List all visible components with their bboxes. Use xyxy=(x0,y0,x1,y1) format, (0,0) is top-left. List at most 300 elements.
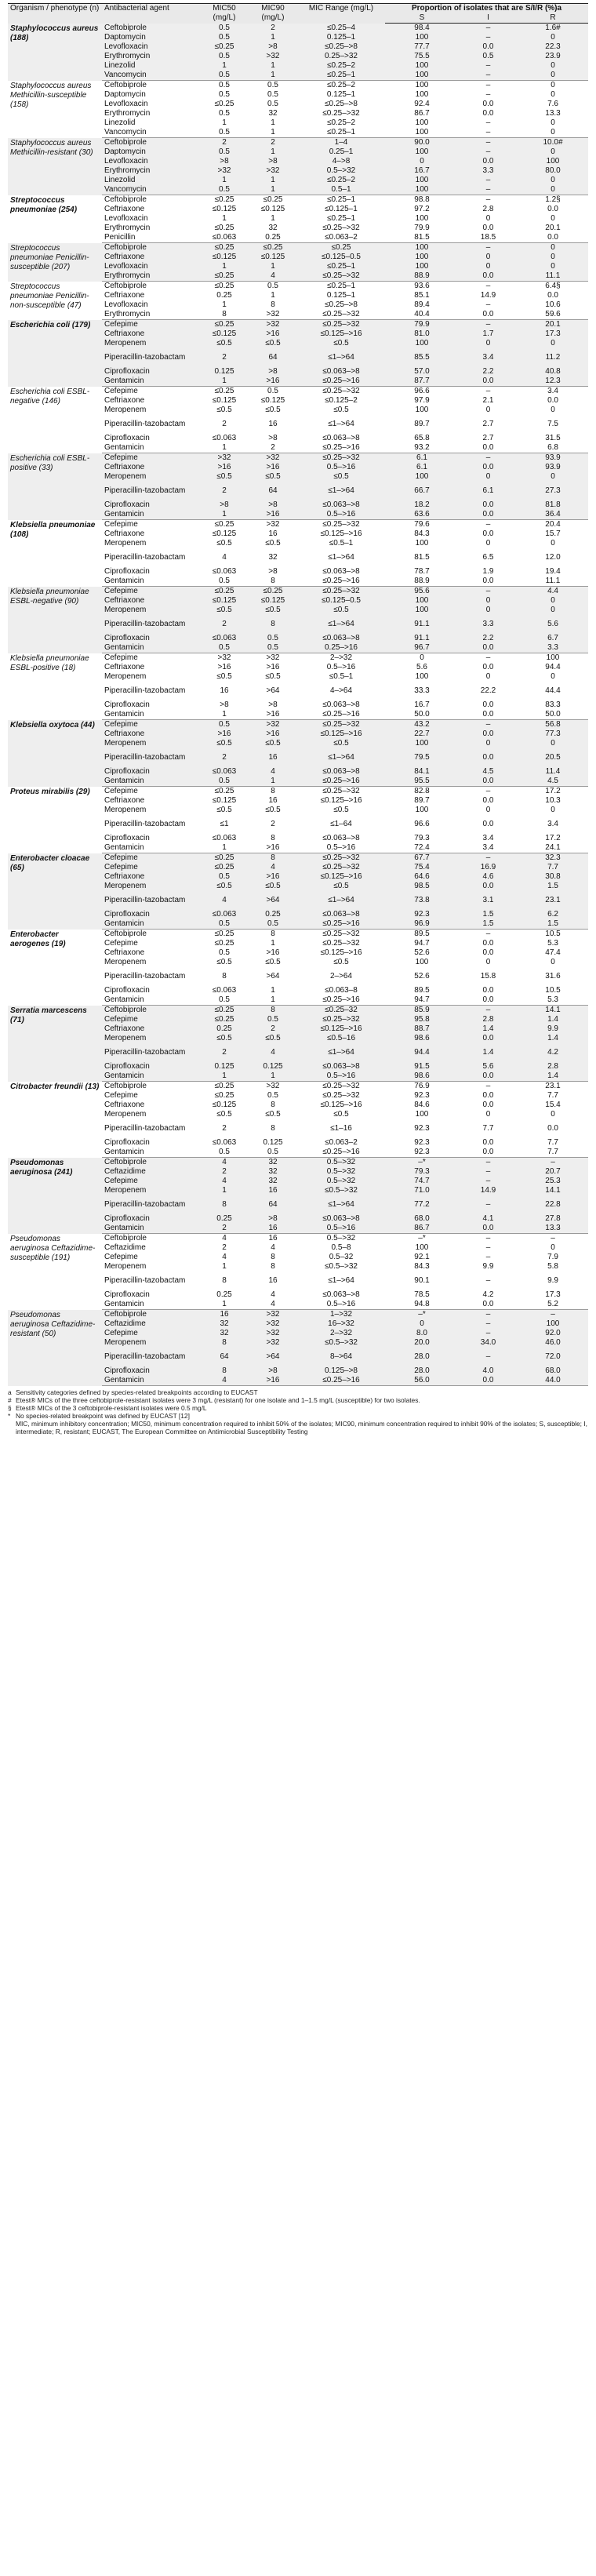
i-cell: 0.0 xyxy=(459,100,518,109)
organism-phenotype-label: Escherichia coli ESBL-positive (33) xyxy=(10,453,90,472)
range-cell: ≤1–>64 xyxy=(297,482,385,500)
footnote xyxy=(8,1412,588,1420)
s-cell: 92.3 xyxy=(385,910,459,919)
mic50-cell: 0.5 xyxy=(200,777,249,787)
mic50-cell: 1 xyxy=(200,710,249,720)
mic50-cell: ≤0.5 xyxy=(200,1110,249,1119)
mic90-cell: ≤0.5 xyxy=(249,672,297,682)
table-row xyxy=(8,1006,588,1016)
r-cell: 31.5 xyxy=(518,434,588,443)
s-cell: 100 xyxy=(385,243,459,253)
r-cell: 20.5 xyxy=(518,748,588,767)
r-cell: 56.8 xyxy=(518,720,588,730)
mic50-cell: 4 xyxy=(200,1234,249,1244)
agent-cell: Cefepime xyxy=(102,320,200,330)
r-cell: 6.4§ xyxy=(518,282,588,292)
i-cell: 3.1 xyxy=(459,891,518,910)
mic90-cell: 8 xyxy=(249,930,297,940)
r-cell: 100 xyxy=(518,1319,588,1329)
range-cell: ≤0.5 xyxy=(297,406,385,415)
range-cell: ≤0.25–>32 xyxy=(297,320,385,330)
r-cell: 20.1 xyxy=(518,320,588,330)
i-cell: – xyxy=(459,1243,518,1253)
s-cell: 98.8 xyxy=(385,195,459,206)
i-cell: 0 xyxy=(459,406,518,415)
s-cell: 95.6 xyxy=(385,587,459,597)
i-cell: – xyxy=(459,1329,518,1338)
agent-cell: Gentamicin xyxy=(102,1376,200,1386)
mic50-cell: >16 xyxy=(200,730,249,739)
mic90-cell: >8 xyxy=(249,700,297,710)
range-cell: 16–>32 xyxy=(297,1319,385,1329)
i-cell: 0.0 xyxy=(459,109,518,118)
organism-group xyxy=(8,1158,588,1234)
agent-cell: Meropenem xyxy=(102,958,200,967)
organism-name xyxy=(8,520,102,587)
organism-bold-label: Proteus mirabilis (29) xyxy=(10,787,90,796)
mic50-cell: ≤0.25 xyxy=(200,1082,249,1092)
agent-cell: Meropenem xyxy=(102,472,200,482)
range-cell: ≤0.25–>32 xyxy=(297,310,385,320)
r-cell: 72.0 xyxy=(518,1348,588,1366)
range-cell: ≤0.25–>32 xyxy=(297,271,385,282)
agent-cell: Ceftriaxone xyxy=(102,1101,200,1110)
mic90-cell: 1 xyxy=(249,777,297,787)
mic50-cell: ≤0.25 xyxy=(200,243,249,253)
mic90-cell: 4 xyxy=(249,1300,297,1310)
mic90-cell: 0.5 xyxy=(249,634,297,643)
mic90-cell: ≤0.5 xyxy=(249,406,297,415)
r-cell: 0 xyxy=(518,739,588,748)
r-cell: 44.4 xyxy=(518,682,588,700)
r-cell: 0 xyxy=(518,33,588,42)
mic90-cell: 1 xyxy=(249,986,297,995)
agent-cell: Ceftobiprole xyxy=(102,195,200,206)
r-cell: 25.3 xyxy=(518,1177,588,1186)
organism-name xyxy=(8,243,102,282)
s-cell: 0 xyxy=(385,157,459,166)
table-row xyxy=(8,387,588,397)
s-cell: 98.6 xyxy=(385,1072,459,1082)
i-cell: 0.0 xyxy=(459,1148,518,1158)
range-cell: ≤1–>64 xyxy=(297,1043,385,1062)
i-cell: 1.4 xyxy=(459,1024,518,1034)
s-cell: 87.7 xyxy=(385,377,459,387)
mic50-cell: 32 xyxy=(200,1319,249,1329)
agent-cell: Ceftriaxone xyxy=(102,291,200,300)
i-cell: – xyxy=(459,185,518,195)
mic90-cell: ≤0.25 xyxy=(249,243,297,253)
mic90-cell: 16 xyxy=(249,529,297,539)
r-cell: 6.2 xyxy=(518,910,588,919)
mic50-cell: 0.5 xyxy=(200,995,249,1006)
organism-phenotype-label: Escherichia coli ESBL-negative (146) xyxy=(10,387,90,406)
range-cell: ≤0.25–>8 xyxy=(297,42,385,52)
i-cell: – xyxy=(459,71,518,81)
organism-bold-label: Enterobacter aerogenes (19) xyxy=(10,930,66,948)
s-cell: 18.2 xyxy=(385,500,459,510)
mic90-cell: >8 xyxy=(249,157,297,166)
agent-cell: Piperacillin-tazobactam xyxy=(102,348,200,367)
r-cell: 0 xyxy=(518,958,588,967)
mic50-cell: 32 xyxy=(200,1329,249,1338)
range-cell: 0.125–1 xyxy=(297,291,385,300)
range-cell: ≤0.5 xyxy=(297,739,385,748)
mic90-cell: ≤0.5 xyxy=(249,339,297,348)
range-cell: ≤0.25–1 xyxy=(297,282,385,292)
agent-cell: Piperacillin-tazobactam xyxy=(102,482,200,500)
i-cell: 0.0 xyxy=(459,1138,518,1148)
mic90-cell: 16 xyxy=(249,415,297,434)
range-cell: ≤0.25–>32 xyxy=(297,109,385,118)
mic50-cell: 1 xyxy=(200,214,249,224)
mic90-cell: >8 xyxy=(249,567,297,577)
mic50-cell: 2 xyxy=(200,1224,249,1234)
mic50-cell: 8 xyxy=(200,1272,249,1290)
s-cell: 76.9 xyxy=(385,1082,459,1092)
mic50-cell: ≤0.25 xyxy=(200,271,249,282)
mic50-cell: >16 xyxy=(200,463,249,472)
mic90-cell: 64 xyxy=(249,482,297,500)
r-cell: 6.7 xyxy=(518,634,588,643)
i-cell: – xyxy=(459,1234,518,1244)
s-cell: 91.1 xyxy=(385,615,459,634)
i-cell: – xyxy=(459,387,518,397)
range-cell: 2–>32 xyxy=(297,1329,385,1338)
r-cell: 14.1 xyxy=(518,1006,588,1016)
s-cell: 28.0 xyxy=(385,1348,459,1366)
mic90-cell: >64 xyxy=(249,967,297,986)
footnote-text: MIC, minimum inhibitory concentration; MIC50, minimum concentration required to inhibit 50% of the isolates; MIC90, minimum concentration required to inhibit 90% of the isolates; S, susceptible; I, intermediate; R, resistant; EUCAST, The European Committee on Antimicrobial Susceptibility Testing xyxy=(16,1420,587,1435)
i-cell: 7.7 xyxy=(459,1119,518,1138)
mic50-cell: 64 xyxy=(200,1348,249,1366)
r-cell: 20.1 xyxy=(518,224,588,233)
i-cell: 0 xyxy=(459,253,518,262)
mic50-cell: 0.5 xyxy=(200,24,249,34)
footnote xyxy=(8,1420,588,1435)
agent-cell: Meropenem xyxy=(102,1034,200,1043)
range-cell: ≤0.5–1 xyxy=(297,672,385,682)
mic90-cell: 8 xyxy=(249,1119,297,1138)
s-cell: 91.5 xyxy=(385,1062,459,1072)
mic90-cell: 16 xyxy=(249,748,297,767)
range-cell: 0.5–>32 xyxy=(297,1167,385,1177)
range-cell: 1–4 xyxy=(297,138,385,148)
range-cell: 0.125–1 xyxy=(297,33,385,42)
header-proportion: Proportion of isolates that are S/I/R (%)a xyxy=(385,4,588,14)
i-cell: 2.7 xyxy=(459,434,518,443)
agent-cell: Gentamicin xyxy=(102,1072,200,1082)
agent-cell: Ciprofloxacin xyxy=(102,910,200,919)
range-cell: ≤0.5 xyxy=(297,472,385,482)
range-cell: ≤0.063–>8 xyxy=(297,367,385,377)
i-cell: – xyxy=(459,853,518,864)
table-row xyxy=(8,587,588,597)
i-cell: 4.5 xyxy=(459,767,518,777)
agent-cell: Ceftriaxone xyxy=(102,529,200,539)
i-cell: 0 xyxy=(459,472,518,482)
agent-cell: Erythromycin xyxy=(102,224,200,233)
agent-cell: Meropenem xyxy=(102,1338,200,1348)
s-cell: 98.6 xyxy=(385,1034,459,1043)
range-cell: ≤0.25–>32 xyxy=(297,1082,385,1092)
organism-group xyxy=(8,453,588,520)
i-cell: 0.0 xyxy=(459,730,518,739)
range-cell: 0.5–8 xyxy=(297,1243,385,1253)
footnote-symbol: * xyxy=(8,1412,11,1420)
agent-cell: Ciprofloxacin xyxy=(102,767,200,777)
i-cell: 2.2 xyxy=(459,634,518,643)
range-cell: 4–>64 xyxy=(297,682,385,700)
s-cell: 85.1 xyxy=(385,291,459,300)
range-cell: ≤0.063–>8 xyxy=(297,700,385,710)
agent-cell: Erythromycin xyxy=(102,310,200,320)
i-cell: – xyxy=(459,147,518,157)
range-cell: ≤0.25–2 xyxy=(297,118,385,128)
agent-cell: Piperacillin-tazobactam xyxy=(102,1119,200,1138)
agent-cell: Meropenem xyxy=(102,339,200,348)
table-row xyxy=(8,930,588,940)
r-cell: 0 xyxy=(518,71,588,81)
mic50-cell: 4 xyxy=(200,1253,249,1262)
agent-cell: Erythromycin xyxy=(102,166,200,176)
agent-cell: Cefepime xyxy=(102,1177,200,1186)
mic50-cell: ≤0.5 xyxy=(200,958,249,967)
range-cell: ≤0.25–>32 xyxy=(297,1091,385,1101)
mic90-cell: 1 xyxy=(249,185,297,195)
range-cell: ≤0.063–>8 xyxy=(297,634,385,643)
agent-cell: Gentamicin xyxy=(102,777,200,787)
i-cell: – xyxy=(459,1348,518,1366)
mic50-cell: 0.5 xyxy=(200,71,249,81)
mic90-cell: >32 xyxy=(249,1319,297,1329)
r-cell: 0 xyxy=(518,90,588,100)
mic90-cell: ≤0.125 xyxy=(249,596,297,606)
agent-cell: Erythromycin xyxy=(102,52,200,61)
r-cell: 0 xyxy=(518,1243,588,1253)
agent-cell: Meropenem xyxy=(102,672,200,682)
r-cell: 15.7 xyxy=(518,529,588,539)
mic90-cell: >8 xyxy=(249,1214,297,1224)
i-cell: 3.4 xyxy=(459,843,518,853)
mic90-cell: 1 xyxy=(249,262,297,271)
agent-cell: Ceftobiprole xyxy=(102,1234,200,1244)
s-cell: 52.6 xyxy=(385,967,459,986)
range-cell: ≤0.25–>32 xyxy=(297,863,385,872)
s-cell: 56.0 xyxy=(385,1376,459,1386)
mic50-cell: ≤0.5 xyxy=(200,339,249,348)
range-cell: ≤0.5 xyxy=(297,958,385,967)
agent-cell: Cefepime xyxy=(102,587,200,597)
s-cell: 66.7 xyxy=(385,482,459,500)
footnote-symbol: # xyxy=(8,1396,12,1404)
agent-cell: Levofloxacin xyxy=(102,262,200,271)
mic90-cell: 4 xyxy=(249,863,297,872)
range-cell: ≤0.063–>8 xyxy=(297,1214,385,1224)
mic50-cell: 8 xyxy=(200,1338,249,1348)
agent-cell: Ceftobiprole xyxy=(102,1082,200,1092)
range-cell: ≤0.25–>16 xyxy=(297,777,385,787)
mic50-cell: 1 xyxy=(200,1186,249,1195)
i-cell: – xyxy=(459,1319,518,1329)
s-cell: 28.0 xyxy=(385,1366,459,1376)
range-cell: ≤0.25–1 xyxy=(297,195,385,206)
mic50-cell: 1 xyxy=(200,377,249,387)
mic90-cell: 1 xyxy=(249,1072,297,1082)
mic90-cell: 0.125 xyxy=(249,1062,297,1072)
i-cell: – xyxy=(459,81,518,91)
s-cell: 75.4 xyxy=(385,863,459,872)
mic90-cell: >16 xyxy=(249,948,297,958)
mic90-cell: 0.5 xyxy=(249,919,297,930)
range-cell: ≤1–>64 xyxy=(297,348,385,367)
s-cell: 92.3 xyxy=(385,1148,459,1158)
r-cell: 27.8 xyxy=(518,1214,588,1224)
mic50-cell: 1 xyxy=(200,443,249,453)
range-cell: ≤0.25–1 xyxy=(297,214,385,224)
mic50-cell: 0.5 xyxy=(200,577,249,587)
mic90-cell: 1 xyxy=(249,995,297,1006)
mic90-cell: 8 xyxy=(249,577,297,587)
range-cell: ≤0.5–16 xyxy=(297,1034,385,1043)
mic90-cell: ≤0.5 xyxy=(249,1034,297,1043)
range-cell: ≤0.25–>16 xyxy=(297,443,385,453)
mic50-cell: ≤0.25 xyxy=(200,863,249,872)
i-cell: 4.2 xyxy=(459,1290,518,1300)
mic50-cell: ≤0.125 xyxy=(200,329,249,339)
s-cell: 81.5 xyxy=(385,233,459,243)
s-cell: 100 xyxy=(385,147,459,157)
r-cell: 12.3 xyxy=(518,377,588,387)
agent-cell: Penicillin xyxy=(102,233,200,243)
s-cell: 57.0 xyxy=(385,367,459,377)
range-cell: 2–>64 xyxy=(297,967,385,986)
mic90-cell: 64 xyxy=(249,1195,297,1214)
r-cell: 5.6 xyxy=(518,615,588,634)
range-cell: ≤0.25–1 xyxy=(297,71,385,81)
mic90-cell: ≤0.5 xyxy=(249,882,297,891)
range-cell: ≤0.063–>8 xyxy=(297,834,385,843)
organism-group xyxy=(8,282,588,320)
mic50-cell: >32 xyxy=(200,653,249,664)
mic50-cell: ≤0.125 xyxy=(200,796,249,806)
s-cell: 73.8 xyxy=(385,891,459,910)
organism-name xyxy=(8,1006,102,1082)
range-cell: ≤0.125–>16 xyxy=(297,1024,385,1034)
s-cell: 77.7 xyxy=(385,42,459,52)
mic90-cell: 16 xyxy=(249,796,297,806)
s-cell: 20.0 xyxy=(385,1338,459,1348)
organism-bold-label: Enterobacter cloacae (65) xyxy=(10,853,90,872)
mic90-cell: 8 xyxy=(249,834,297,843)
r-cell: 20.7 xyxy=(518,1167,588,1177)
footnote-text: Sensitivity categories defined by species-related breakpoints according to EUCAST xyxy=(16,1388,258,1396)
s-cell: 97.9 xyxy=(385,396,459,406)
table-row xyxy=(8,787,588,797)
agent-cell: Meropenem xyxy=(102,882,200,891)
agent-cell: Cefepime xyxy=(102,787,200,797)
s-cell: 22.7 xyxy=(385,730,459,739)
r-cell: 30.8 xyxy=(518,872,588,882)
i-cell: 18.5 xyxy=(459,233,518,243)
r-cell: 17.2 xyxy=(518,834,588,843)
table-row xyxy=(8,653,588,664)
i-cell: 0.0 xyxy=(459,1300,518,1310)
organism-group xyxy=(8,853,588,930)
agent-cell: Ceftazidime xyxy=(102,1243,200,1253)
i-cell: 34.0 xyxy=(459,1338,518,1348)
agent-cell: Ciprofloxacin xyxy=(102,1366,200,1376)
organism-name xyxy=(8,81,102,138)
agent-cell: Ceftriaxone xyxy=(102,796,200,806)
i-cell: – xyxy=(459,320,518,330)
mic50-cell: ≤0.125 xyxy=(200,596,249,606)
s-cell: 85.5 xyxy=(385,348,459,367)
mic50-cell: 2 xyxy=(200,482,249,500)
s-cell: 88.9 xyxy=(385,577,459,587)
mic50-cell: ≤0.063 xyxy=(200,986,249,995)
mic50-cell: 0.125 xyxy=(200,367,249,377)
r-cell: 46.0 xyxy=(518,1338,588,1348)
mic90-cell: 8 xyxy=(249,615,297,634)
organism-name xyxy=(8,1082,102,1158)
mic50-cell: 4 xyxy=(200,1158,249,1168)
mic90-cell: >64 xyxy=(249,891,297,910)
organism-phenotype-label: Klebsiella pneumoniae ESBL-negative (90) xyxy=(10,587,89,606)
mic90-cell: 0.125 xyxy=(249,1138,297,1148)
mic90-cell: 16 xyxy=(249,1234,297,1244)
mic50-cell: 8 xyxy=(200,310,249,320)
i-cell: 0.0 xyxy=(459,463,518,472)
i-cell: – xyxy=(459,138,518,148)
mic50-cell: 1 xyxy=(200,118,249,128)
i-cell: 0.0 xyxy=(459,1101,518,1110)
mic90-cell: ≤0.5 xyxy=(249,606,297,615)
mic50-cell: 2 xyxy=(200,138,249,148)
s-cell: 6.1 xyxy=(385,463,459,472)
range-cell: 0.25–1 xyxy=(297,147,385,157)
s-cell: 100 xyxy=(385,539,459,548)
agent-cell: Cefepime xyxy=(102,387,200,397)
document xyxy=(8,3,588,1435)
s-cell: 43.2 xyxy=(385,720,459,730)
mic50-cell: >8 xyxy=(200,157,249,166)
range-cell: 0.5–>32 xyxy=(297,1158,385,1168)
s-cell: 92.4 xyxy=(385,100,459,109)
s-cell: 89.5 xyxy=(385,986,459,995)
agent-cell: Piperacillin-tazobactam xyxy=(102,682,200,700)
range-cell: ≤0.063–2 xyxy=(297,233,385,243)
table-row xyxy=(8,1234,588,1244)
i-cell: 22.2 xyxy=(459,682,518,700)
i-cell: 4.0 xyxy=(459,1366,518,1376)
range-cell: ≤0.063–>8 xyxy=(297,434,385,443)
organism-phenotype-label: Pseudomonas aeruginosa Ceftazidime-susceptible (191) xyxy=(10,1234,96,1262)
range-cell: ≤0.5–>32 xyxy=(297,1262,385,1272)
mic50-cell: ≤0.25 xyxy=(200,853,249,864)
i-cell: 0.0 xyxy=(459,310,518,320)
s-cell: 89.7 xyxy=(385,796,459,806)
agent-cell: Meropenem xyxy=(102,606,200,615)
mic90-cell: 16 xyxy=(249,1224,297,1234)
s-cell: 79.9 xyxy=(385,224,459,233)
r-cell: 80.0 xyxy=(518,166,588,176)
agent-cell: Meropenem xyxy=(102,539,200,548)
s-cell: 95.5 xyxy=(385,777,459,787)
mic90-cell: 2 xyxy=(249,138,297,148)
agent-cell: Piperacillin-tazobactam xyxy=(102,815,200,834)
range-cell: ≤0.25–4 xyxy=(297,24,385,34)
